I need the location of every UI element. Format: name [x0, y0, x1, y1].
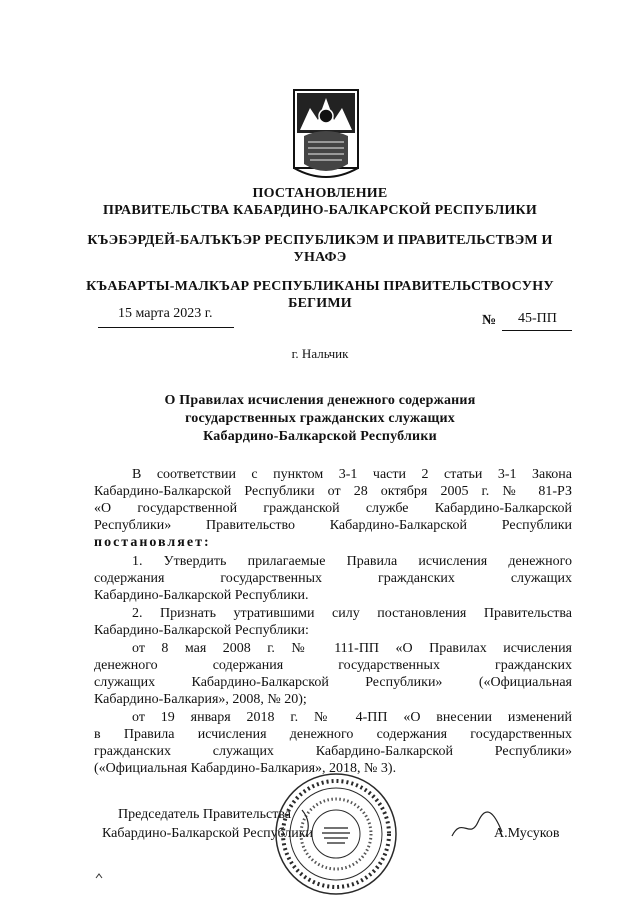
body-line: Кабардино-Балкария», 2008, № 20);: [94, 692, 307, 707]
handwritten-signature: [448, 806, 508, 846]
doc-title-line1: О Правилах исчисления денежного содержания: [164, 393, 476, 408]
date-underline: [98, 327, 234, 328]
number-label: №: [482, 313, 497, 328]
body-line: содержания государственных гражданских служащих: [94, 571, 572, 586]
doc-type-heading: ПОСТАНОВЛЕНИЕ: [252, 186, 388, 201]
body-line: денежного содержания государственных гражданских: [94, 658, 572, 673]
city: г. Нальчик: [291, 346, 349, 361]
body-line: Кабардино-Балкарской Республики от 28 октября 2005 г. № 81-РЗ: [94, 484, 572, 499]
body-line-resolves: постановляет:: [94, 535, 211, 550]
body-line: гражданских служащих Кабардино-Балкарской Республики»: [94, 744, 572, 759]
doc-title-line3: Кабардино-Балкарской Республики: [203, 429, 437, 444]
body-line: Кабардино-Балкарской Республики:: [94, 623, 309, 638]
body-line: Кабардино-Балкарской Республики.: [94, 588, 309, 603]
doc-title-line2: государственных гражданских служащих: [185, 411, 455, 426]
body-line: от 19 января 2018 г. № 4-ПП «О внесении изменений: [132, 710, 572, 725]
body-line: Республики» Правительство Кабардино-Балкарской Республики: [94, 518, 572, 533]
body-line: служащих Кабардино-Балкарской Республики» («Официальная: [94, 675, 572, 690]
signatory-role-line1: Председатель Правительства: [118, 807, 291, 822]
signatory-name: А.Мусуков: [494, 826, 560, 841]
number-underline: [502, 330, 572, 331]
body-line: от 8 мая 2008 г. № 111-ПП «О Правилах исчисления: [132, 641, 572, 656]
body-line: «О государственной гражданской службе Кабардино-Балкарской: [94, 501, 572, 516]
body-line: В соответствии с пунктом 3-1 части 2 статьи 3-1 Закона: [132, 467, 572, 482]
government-heading: ПРАВИТЕЛЬСТВА КАБАРДИНО-БАЛКАРСКОЙ РЕСПУБЛИКИ: [102, 203, 538, 218]
body-line: в Правила исчисления денежного содержания государственных: [94, 727, 572, 742]
official-stamp: [272, 770, 400, 898]
document-date: 15 марта 2023 г.: [118, 306, 213, 321]
body-line: («Официальная Кабардино-Балкария», 2018, № 3).: [94, 761, 397, 776]
coat-of-arms-emblem: [290, 86, 362, 184]
body-line: 2. Признать утратившими силу постановления Правительства: [132, 606, 572, 621]
kabardian-heading-line2: УНАФЭ: [293, 250, 347, 265]
kabardian-heading-line1: КЪЭБЭРДЕЙ-БАЛЪКЪЭР РЕСПУБЛИКЭМ И ПРАВИТЕЛЬСТВЭМ И: [87, 233, 553, 248]
document-number: 45-ПП: [518, 311, 557, 326]
balkar-heading-line1: КЪАБАРТЫ-МАЛКЪАР РЕСПУБЛИКАНЫ ПРАВИТЕЛЬСТВОСУНУ: [86, 279, 554, 294]
balkar-heading-line2: БЕГИМИ: [288, 296, 352, 311]
body-line: 1. Утвердить прилагаемые Правила исчисления денежного: [132, 554, 572, 569]
signatory-role-line2: Кабардино-Балкарской Республики: [102, 826, 313, 841]
margin-mark: [95, 866, 103, 872]
